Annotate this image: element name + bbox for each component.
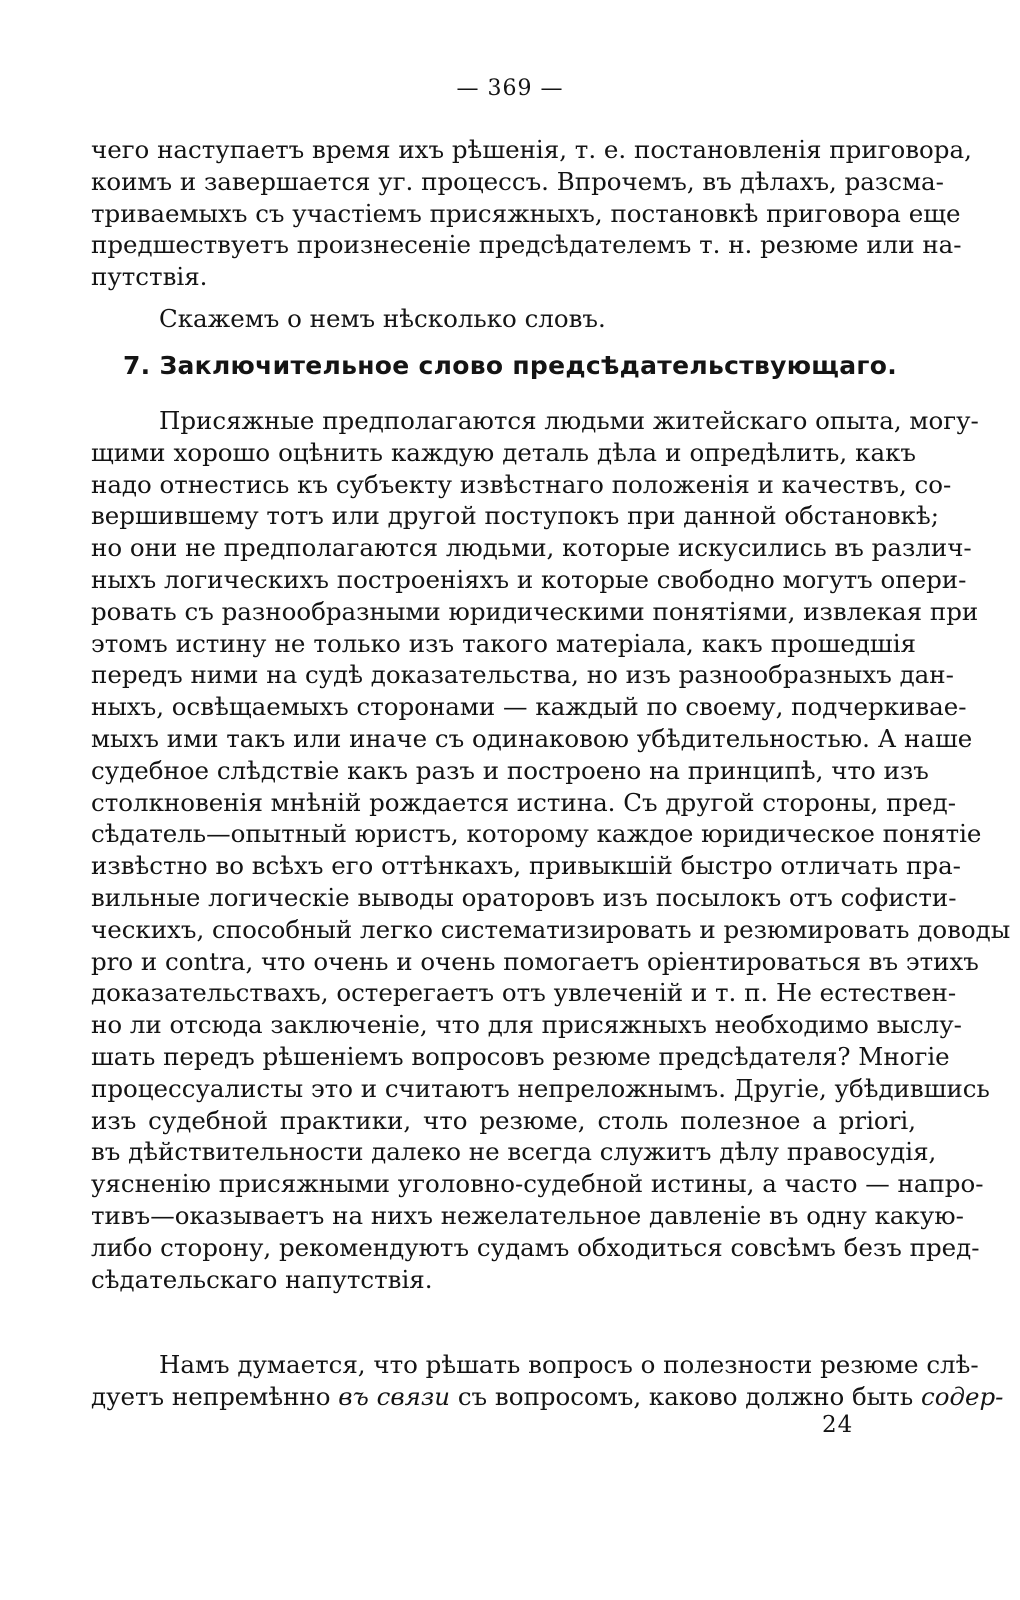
signature-mark: 24	[822, 1412, 854, 1438]
text-line-mixed	[91, 1381, 1004, 1413]
italic-segment: въ связи	[338, 1381, 451, 1411]
text-line: сѣдательскаго напутствія.	[91, 1264, 433, 1294]
text-line: мыхъ ими такъ или иначе съ одинаковою убѣдительностью. А наше	[91, 723, 973, 753]
italic-segment: содер-	[920, 1381, 1004, 1411]
text-line: Скажемъ о немъ нѣсколько словъ.	[159, 304, 606, 333]
text-line: ныхъ, освѣщаемыхъ сторонами — каждый по своему, подчеркивае-	[91, 692, 967, 722]
short-paragraph	[91, 303, 916, 335]
text-line: тивъ—оказываетъ на нихъ нежелательное давленіе въ одну какую-	[91, 1200, 964, 1230]
text-line: доказательствахъ, остерегаетъ отъ увлеченій и т. п. Не естествен-	[91, 978, 957, 1008]
text-line: судебное слѣдствіе какъ разъ и построено на принципѣ, что изъ	[91, 755, 929, 785]
text-line: шать передъ рѣшеніемъ вопросовъ резюме предсѣдателя? Многіе	[91, 1041, 950, 1071]
text-line: вильные логическіе выводы ораторовъ изъ посылокъ отъ софисти-	[91, 882, 957, 912]
text-line: ческихъ, способный легко систематизировать и резюмировать доводы	[91, 914, 1011, 944]
text-line: либо сторону, рекомендуютъ судамъ обходиться совсѣмъ безъ пред-	[91, 1232, 980, 1262]
text-line: вершившему тотъ или другой поступокъ при данной обстановкѣ;	[91, 501, 940, 531]
text-line: этомъ истину не только изъ такого матеріала, какъ прошедшія	[91, 628, 916, 658]
text-line: извѣстно во всѣхъ его оттѣнкахъ, привыкшій быстро отличать пра-	[91, 851, 961, 881]
text-line: столкновенія мнѣній рождается истина. Съ другой стороны, пред-	[91, 787, 957, 817]
text-line: сѣдатель—опытный юристъ, которому каждое юридическое понятіе	[91, 819, 982, 849]
text-line: pro и contra, что очень и очень помогаетъ оріентироваться въ этихъ	[91, 946, 979, 976]
text-line: Присяжные предполагаются людьми житейскаго опыта, могу-	[159, 406, 979, 435]
main-paragraph	[91, 405, 1011, 1295]
text-line: предшествуетъ произнесеніе предсѣдателемъ т. н. резюме или на-	[91, 230, 962, 260]
text-line: ровать съ разнообразными юридическими понятіями, извлекая при	[91, 596, 979, 626]
text-line: передъ ними на судѣ доказательства, но изъ разнообразныхъ дан-	[91, 660, 954, 690]
text-line: коимъ и завершается уг. процессъ. Впрочемъ, въ дѣлахъ, разсма-	[91, 166, 944, 196]
text-line: изъ судебной практики, что резюме, столь полезное a priori,	[91, 1105, 916, 1135]
final-paragraph	[91, 1349, 1004, 1413]
text-segment: дуетъ непремѣнно	[91, 1381, 339, 1411]
text-line: но ли отсюда заключеніе, что для присяжныхъ необходимо выслу-	[91, 1010, 962, 1040]
text-line: процессуалисты это и считаютъ непреложнымъ. Другіе, убѣдившись	[91, 1073, 990, 1103]
text-line: Намъ думается, что рѣшать вопросъ о полезности резюме слѣ-	[159, 1350, 979, 1379]
text-line: но они не предполагаются людьми, которые искусились въ различ-	[91, 533, 972, 563]
section-heading: 7. Заключительное слово предсѣдательствующаго.	[122, 351, 898, 380]
text-line: путствія.	[91, 262, 208, 292]
text-line: чего наступаетъ время ихъ рѣшенія, т. е. постановленія приговора,	[91, 135, 972, 164]
text-line: уясненію присяжными уголовно-судебной истины, а часто — напро-	[91, 1169, 984, 1199]
text-line: надо отнестись къ субъекту извѣстнаго положенія и качествъ, со-	[91, 469, 952, 499]
text-line: щими хорошо оцѣнить каждую деталь дѣла и опредѣлить, какъ	[91, 437, 916, 467]
text-line: въ дѣйствительности далеко не всегда служитъ дѣлу правосудія,	[91, 1137, 937, 1167]
text-line: ныхъ логическихъ построеніяхъ и которые свободно могутъ опери-	[91, 564, 967, 594]
text-segment: съ вопросомъ, каково должно быть	[450, 1381, 921, 1411]
text-line: триваемыхъ съ участіемъ присяжныхъ, постановкѣ приговора еще	[91, 198, 961, 228]
intro-paragraph	[91, 134, 972, 293]
page-number: — 369 —	[456, 76, 564, 101]
